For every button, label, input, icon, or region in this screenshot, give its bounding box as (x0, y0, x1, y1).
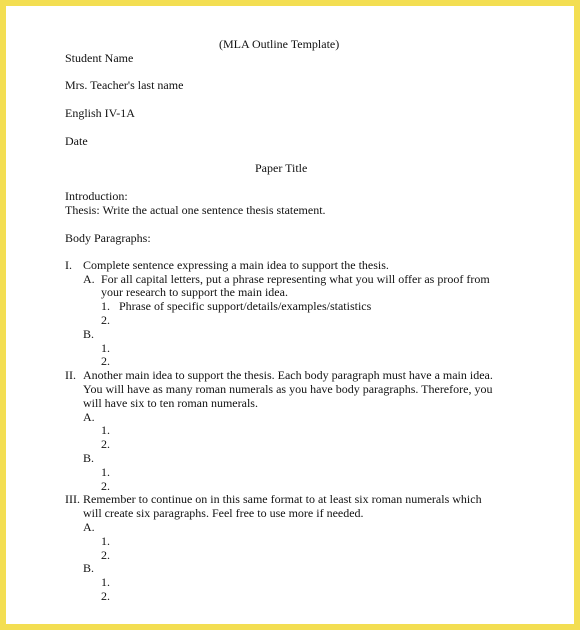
intro-label: Introduction: (65, 189, 128, 203)
outline-letter: B. (83, 451, 95, 465)
outline-number: 1. (101, 575, 110, 589)
outline-number: 2. (101, 354, 110, 368)
outline-letter: B. (83, 327, 95, 341)
paper-title: Paper Title (255, 161, 308, 175)
outline-number: 1. (101, 534, 110, 548)
outline-number: 2. (101, 479, 110, 493)
outline-number: 1. (101, 299, 110, 313)
outline-text: will create six paragraphs. Feel free to use more if needed. (83, 506, 364, 520)
outline-number: 2. (101, 589, 110, 603)
outline-text: Phrase of specific support/details/examples/statistics (119, 299, 372, 313)
outline-letter: B. (83, 561, 95, 575)
outline-text: Complete sentence expressing a main idea to support the thesis. (83, 258, 389, 272)
outline-numeral: II. (65, 368, 76, 382)
outline-text: Remember to continue on in this same format to at least six roman numerals which (83, 492, 482, 506)
outline-number: 1. (101, 423, 110, 437)
outline-number: 2. (101, 313, 110, 327)
outline-number: 1. (101, 341, 110, 355)
body-label: Body Paragraphs: (65, 231, 151, 245)
outline-letter: A. (83, 410, 95, 424)
outline-numeral: I. (65, 258, 72, 272)
date-line: Date (65, 134, 88, 148)
outline-text: will have six to ten roman numerals. (83, 396, 258, 410)
outline-number: 1. (101, 465, 110, 479)
thesis-line: Thesis: Write the actual one sentence thesis statement. (65, 203, 326, 217)
outline-letter: A. (83, 272, 95, 286)
outline-text: Another main idea to support the thesis. Each body paragraph must have a main idea. (83, 368, 493, 382)
outline-number: 2. (101, 437, 110, 451)
outline-text: For all capital letters, put a phrase representing what you will offer as proof from (101, 272, 490, 286)
teacher-name: Mrs. Teacher's last name (65, 78, 184, 92)
outline-text: You will have as many roman numerals as you have body paragraphs. Therefore, you (83, 382, 493, 396)
student-name: Student Name (65, 51, 134, 65)
outline-number: 2. (101, 548, 110, 562)
template-header: (MLA Outline Template) (219, 37, 340, 51)
outline-letter: A. (83, 520, 95, 534)
course-name: English IV-1A (65, 106, 135, 120)
outline-text: your research to support the main idea. (101, 285, 288, 299)
outline-numeral: III. (65, 492, 80, 506)
